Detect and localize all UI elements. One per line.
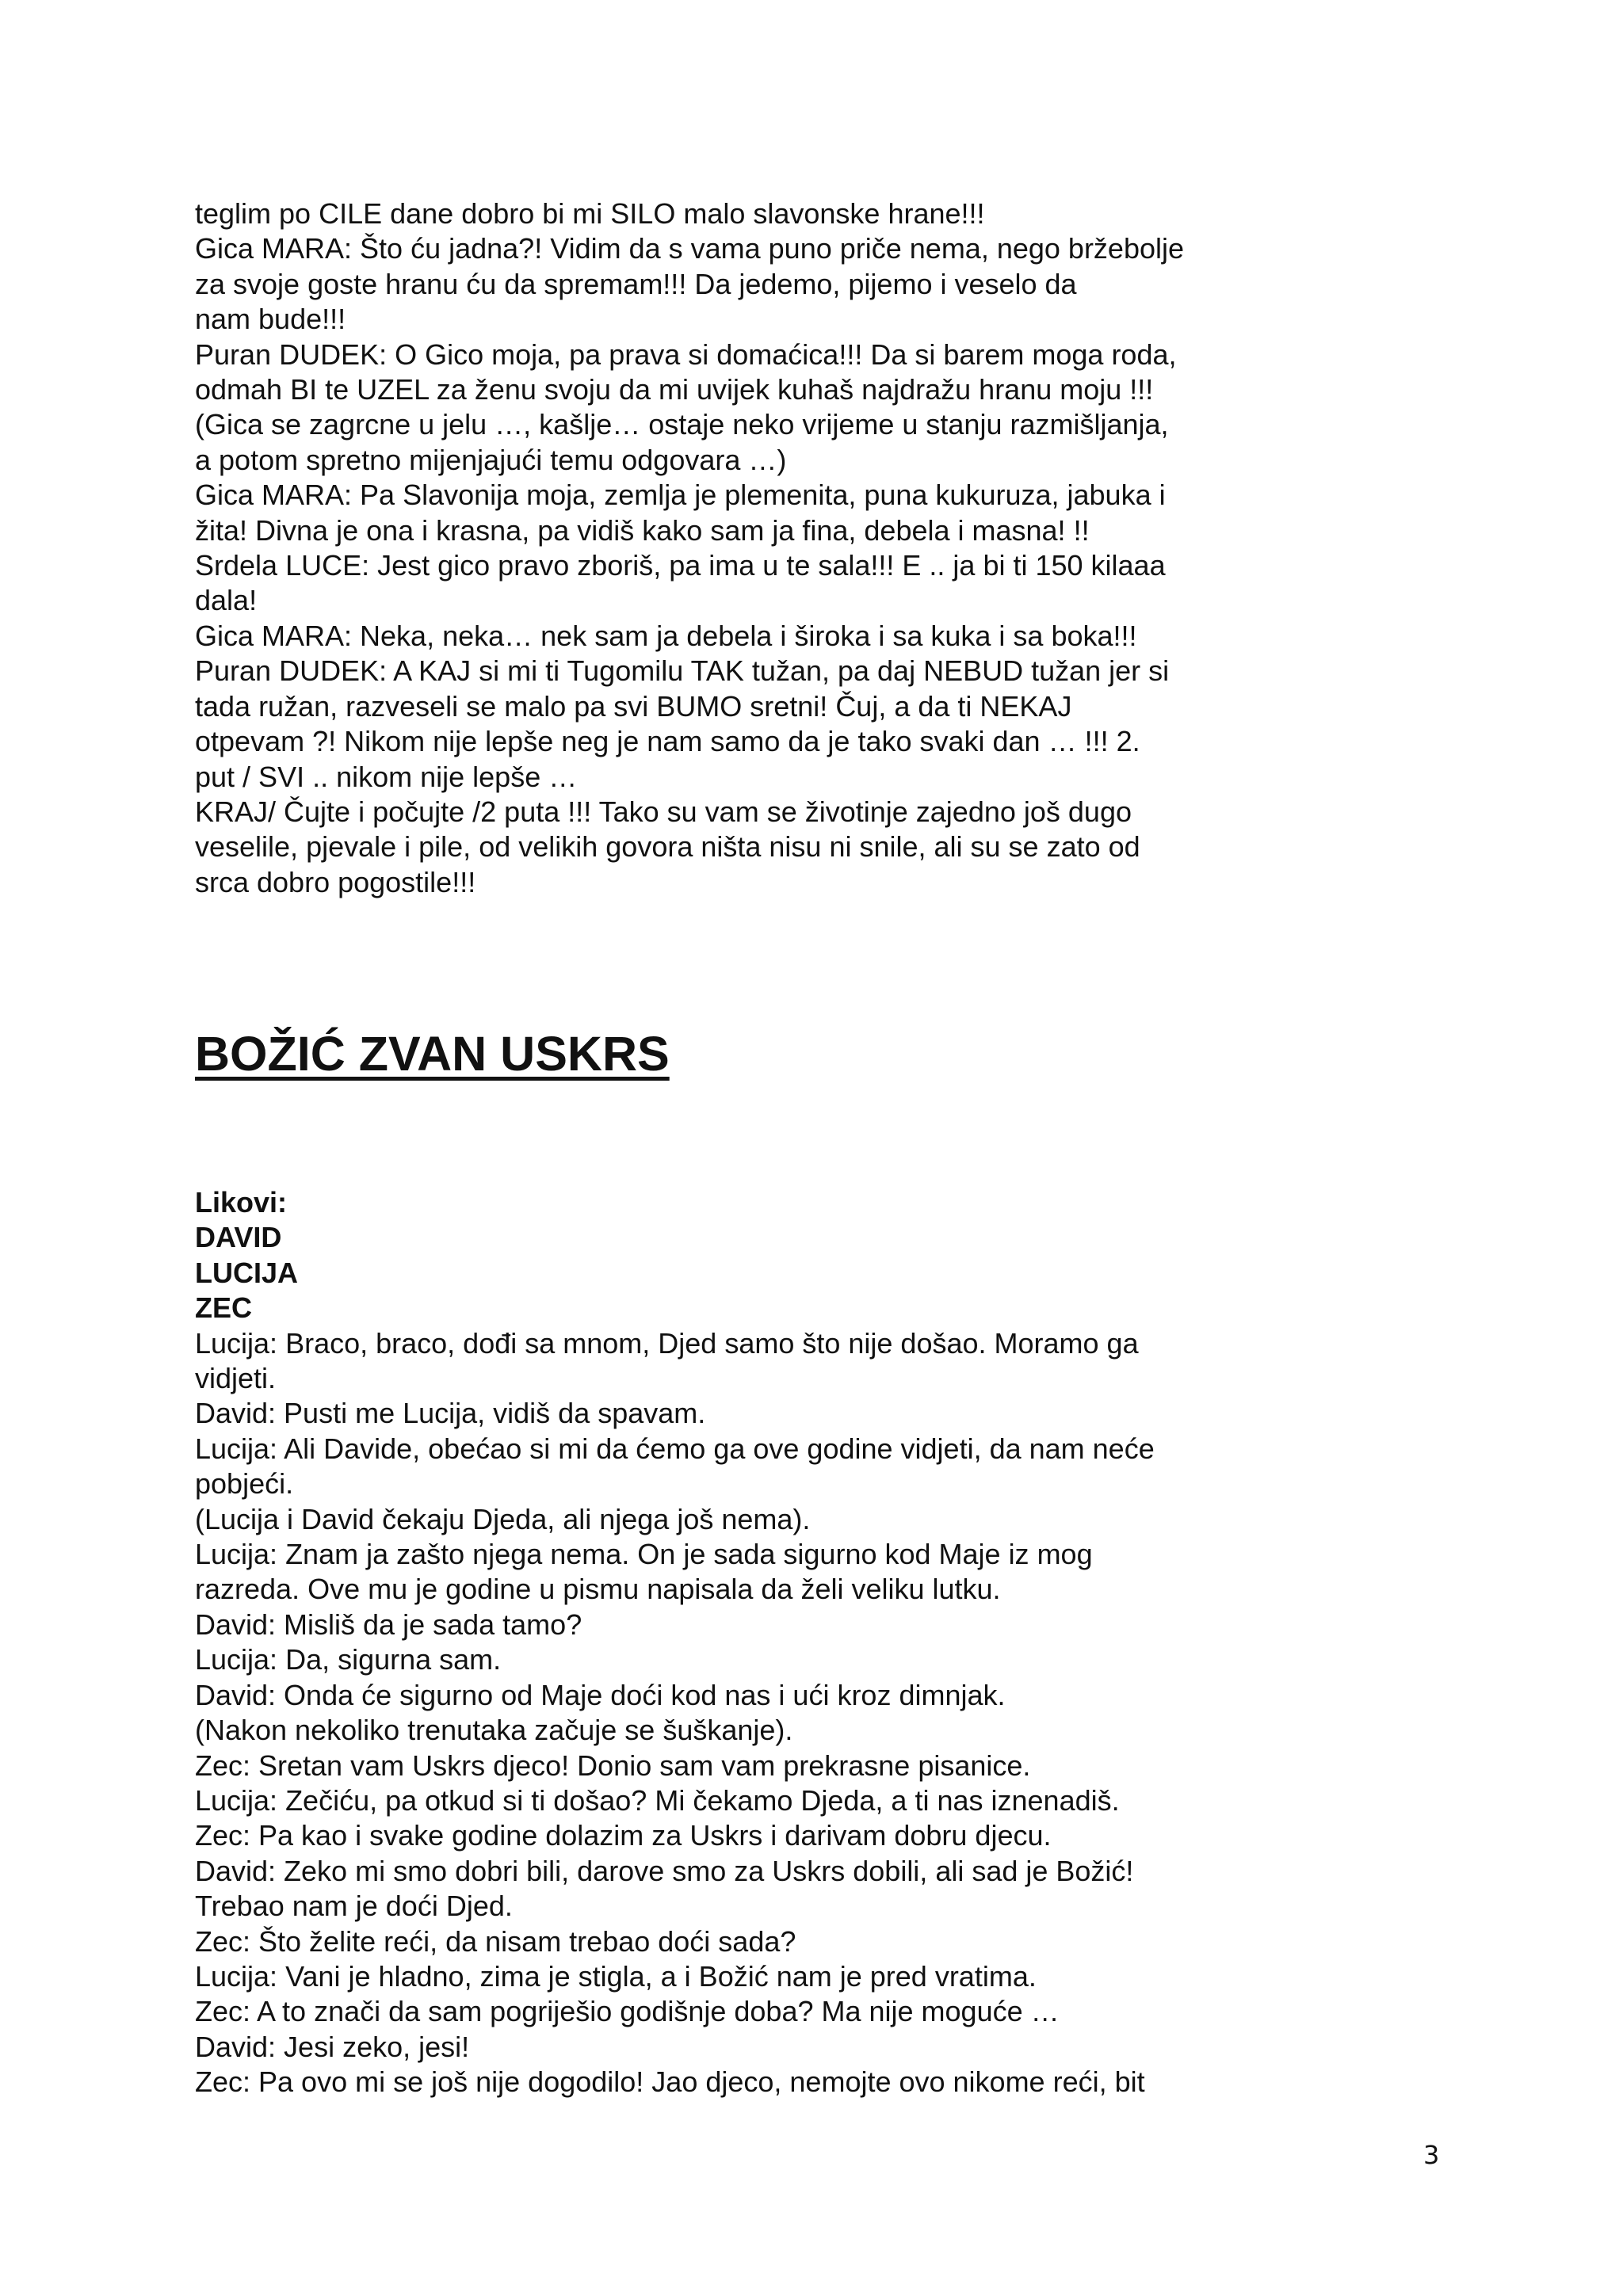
text-line: KRAJ/ Čujte i počujte /2 puta !!! Tako su vam se životinje zajedno još dugo (195, 795, 1132, 828)
text-line: Lucija: Znam ja zašto njega nema. On je sada sigurno kod Maje iz mog (195, 1538, 1093, 1571)
text-line: srca dobro pogostile!!! (195, 865, 476, 898)
text-line: Puran DUDEK: O Gico moja, pa prava si domaćica!!! Da si barem moga roda, (195, 338, 1177, 371)
text-line: put / SVI .. nikom nije lepše … (195, 760, 578, 793)
text-line: Lucija: Zečiću, pa otkud si ti došao? Mi čekamo Djeda, a ti nas iznenadiš. (195, 1783, 1120, 1817)
text-line: tada ružan, razveseli se malo pa svi BUMO sretni! Čuj, a da ti NEKAJ (195, 689, 1072, 723)
characters-heading: Likovi: (195, 1186, 288, 1219)
play-title: BOŽIĆ ZVAN USKRS (195, 1027, 670, 1081)
text-line: odmah BI te UZEL za ženu svoju da mi uvijek kuhaš najdražu hranu moju !!! (195, 373, 1154, 406)
text-line: Lucija: Vani je hladno, zima je stigla, a i Božić nam je pred vratima. (195, 1959, 1037, 1993)
text-line: otpevam ?! Nikom nije lepše neg je nam samo da je tako svaki dan … !!! 2. (195, 725, 1140, 758)
text-line: za svoje goste hranu ću da spremam!!! Da jedemo, pijemo i veselo da (195, 267, 1077, 300)
text-line: David: Onda će sigurno od Maje doći kod nas i ući kroz dimnjak. (195, 1678, 1006, 1711)
text-line: Gica MARA: Neka, neka… nek sam ja debela i široka i sa kuka i sa boka!!! (195, 619, 1137, 652)
text-line: (Gica se zagrcne u jelu …, kašlje… ostaje neko vrijeme u stanju razmišljanja, (195, 408, 1169, 441)
text-line: Gica MARA: Pa Slavonija moja, zemlja je plemenita, puna kukuruza, jabuka i (195, 479, 1166, 512)
character-name: ZEC (195, 1291, 252, 1325)
text-line: (Lucija i David čekaju Djeda, ali njega još nema). (195, 1502, 811, 1535)
dialogue-block-bozic-zvan-uskrs (195, 1185, 1495, 2100)
text-line: nam bude!!! (195, 303, 346, 336)
character-name: DAVID (195, 1221, 282, 1254)
text-line: Gica MARA: Što ću jadna?! Vidim da s vama puno priče nema, nego bržebolje (195, 232, 1185, 265)
text-line: veselile, pjevale i pile, od velikih govora ništa nisu ni snile, ali su se zato od (195, 830, 1140, 864)
text-line: Lucija: Ali Davide, obećao si mi da ćemo ga ove godine vidjeti, da nam neće (195, 1432, 1155, 1465)
text-line: vidjeti. (195, 1362, 277, 1395)
text-line: razreda. Ove mu je godine u pismu napisala da želi veliku lutku. (195, 1573, 1001, 1606)
text-line: Zec: Pa kao i svake godine dolazim za Uskrs i darivam dobru djecu. (195, 1819, 1052, 1852)
page-number: 3 (1423, 2140, 1440, 2170)
text-line: David: Misliš da je sada tamo? (195, 1608, 582, 1641)
text-line: Zec: A to znači da sam pogriješio godišnje doba? Ma nije moguće … (195, 1995, 1060, 2028)
text-line: David: Jesi zeko, jesi! (195, 2030, 470, 2063)
text-line: dala! (195, 584, 258, 617)
text-line: Lucija: Braco, braco, dođi sa mnom, Djed samo što nije došao. Moramo ga (195, 1326, 1139, 1360)
text-line: Puran DUDEK: A KAJ si mi ti Tugomilu TAK tužan, pa daj NEBUD tužan jer si (195, 654, 1170, 688)
text-line: Trebao nam je doći Djed. (195, 1890, 513, 1923)
text-line: Zec: Sretan vam Uskrs djeco! Donio sam vam prekrasne pisanice. (195, 1749, 1031, 1782)
dialogue-block-previous-play (195, 196, 1495, 900)
text-line: teglim po CILE dane dobro bi mi SILO malo slavonske hrane!!! (195, 197, 985, 230)
text-line: a potom spretno mijenjajući temu odgovara …) (195, 443, 787, 476)
text-line: (Nakon nekoliko trenutaka začuje se šuškanje). (195, 1714, 793, 1747)
text-line: David: Zeko mi smo dobri bili, darove smo za Uskrs dobili, ali sad je Božić! (195, 1854, 1134, 1887)
text-line: Srdela LUCE: Jest gico pravo zboriš, pa ima u te sala!!! E .. ja bi ti 150 kilaaa (195, 549, 1166, 582)
text-line: žita! Divna je ona i krasna, pa vidiš kako sam ja fina, debela i masna! !! (195, 513, 1090, 547)
text-line: Zec: Pa ovo mi se još nije dogodilo! Jao djeco, nemojte ovo nikome reći, bit (195, 2065, 1145, 2099)
text-line: Zec: Što želite reći, da nisam trebao doći sada? (195, 1924, 796, 1958)
text-line: David: Pusti me Lucija, vidiš da spavam. (195, 1397, 706, 1430)
character-name: LUCIJA (195, 1256, 299, 1289)
text-line: pobjeći. (195, 1467, 294, 1501)
text-line: Lucija: Da, sigurna sam. (195, 1643, 502, 1676)
